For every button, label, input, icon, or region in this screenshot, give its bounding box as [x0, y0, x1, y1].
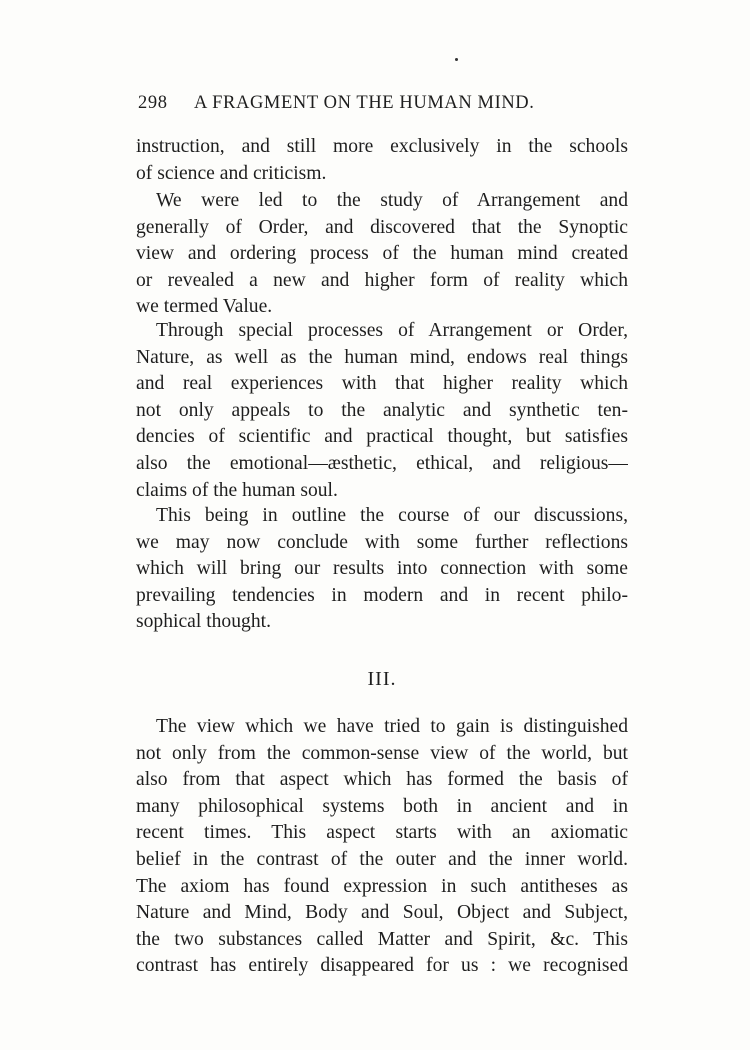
text-line: also from that aspect which has formed the basis of	[136, 769, 628, 791]
paragraph-continued	[136, 134, 628, 187]
text-line: Nature, as well as the human mind, endows real things	[136, 346, 628, 368]
text-line: we may now conclude with some further reflections	[136, 531, 628, 553]
text-line: dencies of scientific and practical thought, but satisfies	[136, 426, 628, 448]
text-line: sophical thought.	[136, 611, 271, 633]
text-line: Nature and Mind, Body and Soul, Object and Subject,	[136, 902, 628, 924]
page-number: 298	[138, 93, 168, 113]
paragraph-order	[136, 318, 628, 504]
text-line: of science and criticism.	[136, 162, 327, 184]
paragraph-view	[136, 714, 628, 980]
text-line: not only appeals to the analytic and synthetic ten-	[136, 399, 628, 421]
text-line: we termed Value.	[136, 296, 273, 318]
running-title: A FRAGMENT ON THE HUMAN MIND.	[194, 93, 535, 113]
text-line: Through special processes of Arrangement or Order,	[156, 320, 628, 341]
text-line: not only from the common-sense view of the world, but	[136, 742, 628, 764]
text-line: also the emotional—æsthetic, ethical, and religious—	[136, 452, 628, 474]
text-line: prevailing tendencies in modern and in recent philo-	[136, 584, 628, 606]
text-line: The axiom has found expression in such antitheses as	[136, 875, 628, 897]
text-line: We were led to the study of Arrangement and	[156, 190, 628, 211]
section-heading: III.	[367, 668, 397, 690]
text-line: view and ordering process of the human mind created	[136, 243, 628, 265]
text-line: the two substances called Matter and Spirit, &c. This	[136, 928, 628, 950]
text-line: or revealed a new and higher form of reality which	[136, 269, 628, 291]
text-line: contrast has entirely disappeared for us : we recognised	[136, 955, 628, 977]
text-line: which will bring our results into connection with some	[136, 558, 628, 580]
text-line: generally of Order, and discovered that the Synoptic	[136, 216, 628, 238]
text-line: belief in the contrast of the outer and the inner world.	[136, 848, 628, 870]
text-line: recent times. This aspect starts with an axiomatic	[136, 822, 628, 844]
ink-speck	[455, 58, 458, 61]
text-line: instruction, and still more exclusively in the schools	[136, 136, 628, 157]
paragraph-outline	[136, 503, 628, 636]
text-line: many philosophical systems both in ancient and in	[136, 795, 628, 817]
text-line: The view which we have tried to gain is distinguished	[156, 716, 628, 737]
running-head	[138, 93, 578, 114]
text-line: This being in outline the course of our discussions,	[156, 505, 628, 526]
paragraph-arrangement	[136, 188, 628, 321]
text-line: and real experiences with that higher reality which	[136, 373, 628, 395]
text-line: claims of the human soul.	[136, 479, 338, 501]
